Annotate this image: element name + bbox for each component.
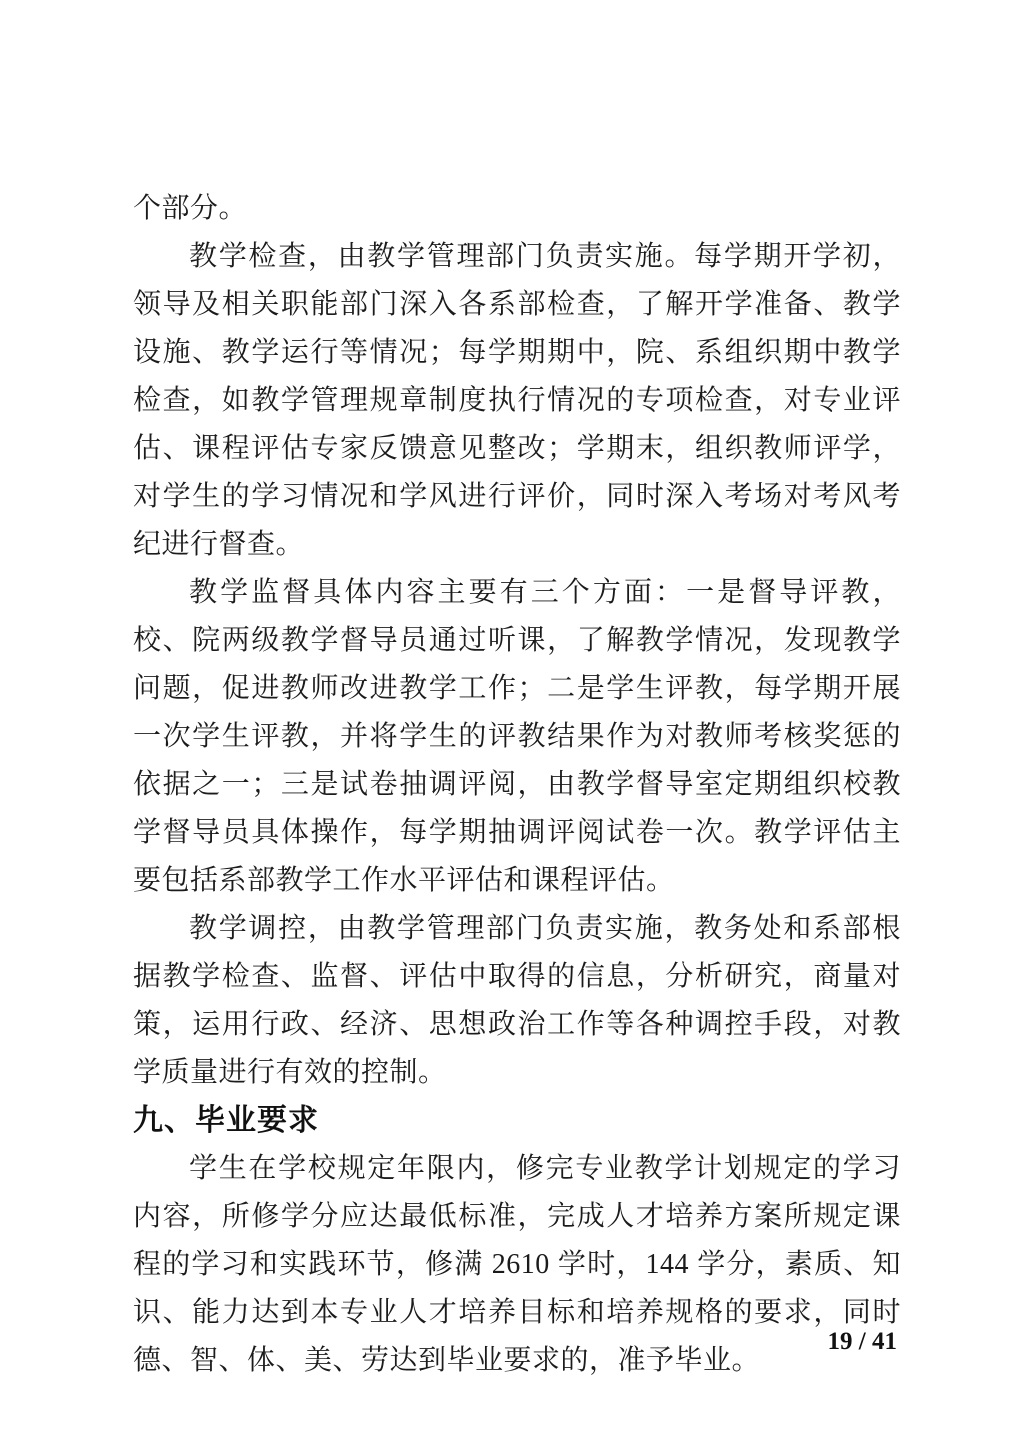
paragraph-teaching-regulation: 教学调控，由教学管理部门负责实施，教务处和系部根据教学检查、监督、评估中取得的信息，分析研究，商量对策，运用行政、经济、思想政治工作等各种调控手段，对教学质量进行有效的控制。	[133, 913, 901, 1088]
paragraph-teaching-supervision: 教学监督具体内容主要有三个方面：一是督导评教，校、院两级教学督导员通过听课，了解教学情况，发现教学问题，促进教师改进教学工作；二是学生评教，每学期开展一次学生评教，并将学生的评教结果作为对教师考核奖惩的依据之一；三是试卷抽调评阅，由教学督导室定期组织校教学督导员具体操作，每学期抽调评阅试卷一次。教学评估主要包括系部教学工作水平评估和课程评估。	[133, 577, 901, 896]
paragraph-teaching-inspection: 教学检查，由教学管理部门负责实施。每学期开学初，领导及相关职能部门深入各系部检查，了解开学准备、教学设施、教学运行等情况；每学期期中，院、系组织期中教学检查，如教学管理规章制度执行情况的专项检查，对专业评估、课程评估专家反馈意见整改；学期末，组织教师评学，对学生的学习情况和学风进行评价，同时深入考场对考风考纪进行督查。	[133, 241, 901, 560]
page-number: 19 / 41	[827, 1328, 897, 1355]
section-heading-graduation-requirements: 九、毕业要求	[133, 1104, 319, 1137]
document-body	[133, 185, 901, 1385]
paragraph-continuation: 个部分。	[133, 193, 248, 224]
paragraph-graduation-requirements: 学生在学校规定年限内，修完专业教学计划规定的学习内容，所修学分应达最低标准，完成人才培养方案所规定课程的学习和实践环节，修满 2610 学时，144 学分，素质、知识、能力达到本专业人才培养目标和培养规格的要求，同时德、智、体、美、劳达到毕业要求的，准予毕业。	[133, 1153, 901, 1376]
